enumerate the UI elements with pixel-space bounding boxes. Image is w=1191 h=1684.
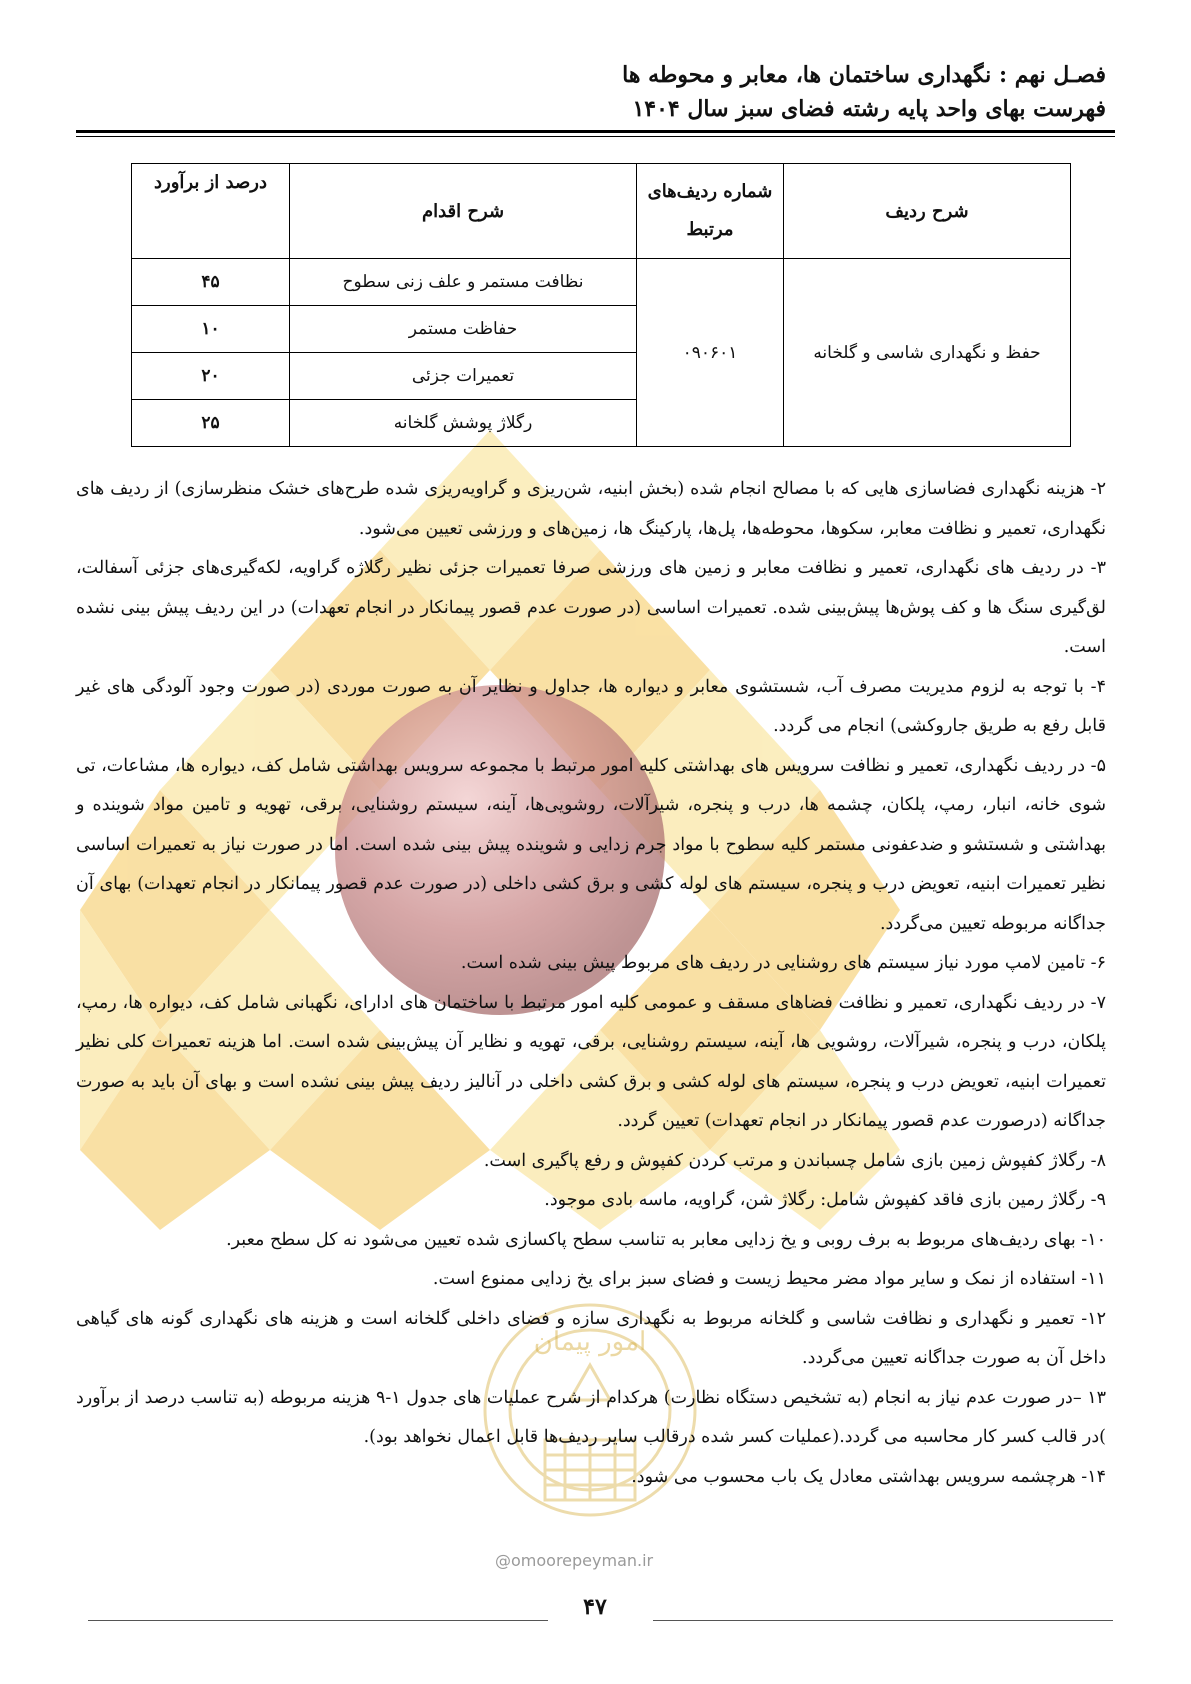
note-paragraph-2: ۲- هزینه نگهداری فضاسازی هایی که با مصالح انجام شده (بخش ابنیه، شن‌ریزی و گراویه‌ریزی شده طرح‌های خشک منظرسازی) از ردیف های نگهداری، تعمیر و نظافت معابر، سکوها، محوطه‌ها، پل‌ها، پارکینگ ها، زمین‌های و ورزشی تعیین می‌شود. xyxy=(76,479,1106,539)
footer-rule-left xyxy=(88,1620,548,1621)
row-description: حفظ و نگهداری شاسی و گلخانه xyxy=(784,259,1071,447)
note-paragraph-4: ۴- با توجه به لزوم مدیریت مصرف آب، شستشوی معابر و دیواره ها، جداول و نظایر آن به صورت موردی (در صورت وجود آلودگی های غیر قابل رفع به طریق جاروکشی) انجام می گردد. xyxy=(76,676,1106,736)
action-desc: تعمیرات جزئی xyxy=(290,353,637,400)
table-header-row xyxy=(132,164,1071,259)
header-action-desc: شرح اقدام xyxy=(290,164,637,259)
catalog-title: فهرست بهای واحد پایه رشته فضای سبز سال ۱۴۰۴ xyxy=(632,96,1106,122)
actions-table xyxy=(131,163,1071,447)
note-paragraph-12: ۱۲- تعمیر و نگهداری و نظافت شاسی و گلخانه مربوط به نگهداری سازه و فضای داخلی گلخانه است و هزینه های نگهداری گونه های گیاهی داخل آن به صورت جداگانه تعیین می‌گردد. xyxy=(76,1308,1106,1368)
page-header xyxy=(76,58,1106,126)
note-paragraph-13: ۱۳ –در صورت عدم نیاز به انجام (به تشخیص دستگاه نظارت) هرکدام از شرح عملیات های جدول ۱-۹ هزینه مربوطه (به تناسب درصد از برآورد )در قالب کسر کار محاسبه می گردد.(عملیات کسر شده درقالب سایر ردیف‌ها قابل اعمال نخواهد بود). xyxy=(76,1387,1106,1447)
action-percent: ۲۵ xyxy=(132,400,290,447)
table-row xyxy=(132,259,1071,306)
header-row-desc: شرح ردیف xyxy=(784,164,1071,259)
action-percent: ۴۵ xyxy=(132,259,290,306)
header-percent: درصد از برآورد xyxy=(132,164,290,259)
action-desc: حفاظت مستمر xyxy=(290,306,637,353)
header-rule-thin xyxy=(76,136,1115,137)
header-row-numbers: شماره ردیف‌های مرتبط xyxy=(637,164,784,259)
header-rule-thick xyxy=(76,130,1115,133)
note-paragraph-10: ۱۰- بهای ردیف‌های مربوط به برف روبی و یخ زدایی معابر به تناسب سطح پاکسازی شده تعیین می‌شود نه کل سطح معبر. xyxy=(226,1229,1106,1250)
notes-body xyxy=(76,470,1106,1497)
note-paragraph-6: ۶- تامین لامپ مورد نیاز سیستم های روشنایی در ردیف های مربوط پیش بینی شده است. xyxy=(460,953,1106,973)
action-percent: ۱۰ xyxy=(132,306,290,353)
footer-rule-right xyxy=(653,1620,1113,1621)
note-paragraph-5: ۵- در ردیف نگهداری، تعمیر و نظافت سرویس های بهداشتی کلیه امور مرتبط با مجموعه سرویس بهداشتی شامل کف، دیواره ها، مشاعات، تی شوی خانه، انبار، رمپ، پلکان، چشمه ها، درب و پنجره، شیرآلات، روشویی‌ها، آینه، سیستم روشنایی، برقی، تهویه و تامین مواد شوینده و بهداشتی و شستشو و ضدعفونی مستمر کلیه سطوح با مواد جرم زدایی و شوینده پیش بینی شده است. اما در صورت نیاز به تعمیرات اساسی نظیر تعمیرات ابنیه، تعویض درب و پنجره، سیستم های لوله کشی و برق کشی داخلی (در صورت عدم قصور پیمانکار در انجام تعهدات) بهای آن جداگانه مربوطه تعیین می‌گردد. xyxy=(76,755,1106,934)
row-number: ۰۹۰۶۰۱ xyxy=(637,259,784,447)
note-paragraph-14: ۱۴- هرچشمه سرویس بهداشتی معادل یک باب محسوب می شود. xyxy=(631,1466,1106,1487)
note-paragraph-7: ۷- در ردیف نگهداری، تعمیر و نظافت فضاهای مسقف و عمومی کلیه امور مرتبط با ساختمان های ادارای، نگهبانی شامل کف، دیواره ها، رمپ، پلکان، درب و پنجره، شیرآلات، روشویی ها، آینه، سیستم روشنایی، برقی، تهویه و نظایر آن پیش‌بینی شده است. اما هزینه تعمیرات کلی نظیر تعمیرات ابنیه، تعویض درب و پنجره، سیستم های لوله کشی و برق کشی داخلی در آنالیز ردیف پیش بینی نشده است و بهای آن باید به صورت جداگانه (درصورت عدم قصور پیمانکار در انجام تعهدات) تعیین گردد. xyxy=(76,992,1106,1131)
action-desc: رگلاژ پوشش گلخانه xyxy=(290,400,637,447)
chapter-title: فصـل نهم : نگهداری ساختمان ها، معابر و محوطه ها xyxy=(622,62,1106,88)
watermark-site: @omoorepeyman.ir xyxy=(495,1551,654,1570)
note-paragraph-3: ۳- در ردیف های نگهداری، تعمیر و نظافت معابر و زمین های ورزشی صرفا تعمیرات جزئی نظیر رگلاژه گراویه، لکه‌گیری‌های جزئی آسفالت، لق‌گیری سنگ ها و کف پوش‌ها پیش‌بینی شده. تعمیرات اساسی (در صورت عدم قصور پیمانکار در انجام تعهدات) در این ردیف پیش بینی نشده است. xyxy=(76,558,1106,657)
note-paragraph-8: ۸- رگلاژ کفپوش زمین بازی شامل چسباندن و مرتب کردن کفپوش و رفع پاگیری است. xyxy=(483,1150,1106,1171)
seal-text: امور پیمان xyxy=(533,1327,647,1357)
action-desc: نظافت مستمر و علف زنی سطوح xyxy=(290,259,637,306)
page-number: ۴۷ xyxy=(583,1594,607,1620)
action-percent: ۲۰ xyxy=(132,353,290,400)
note-paragraph-9: ۹- رگلاژ رمین بازی فاقد کفپوش شامل: رگلاژ شن، گراویه، ماسه بادی موجود. xyxy=(544,1190,1106,1210)
note-paragraph-11: ۱۱- استفاده از نمک و سایر مواد مضر محیط زیست و فضای سبز برای یخ زدایی ممنوع است. xyxy=(432,1269,1106,1289)
